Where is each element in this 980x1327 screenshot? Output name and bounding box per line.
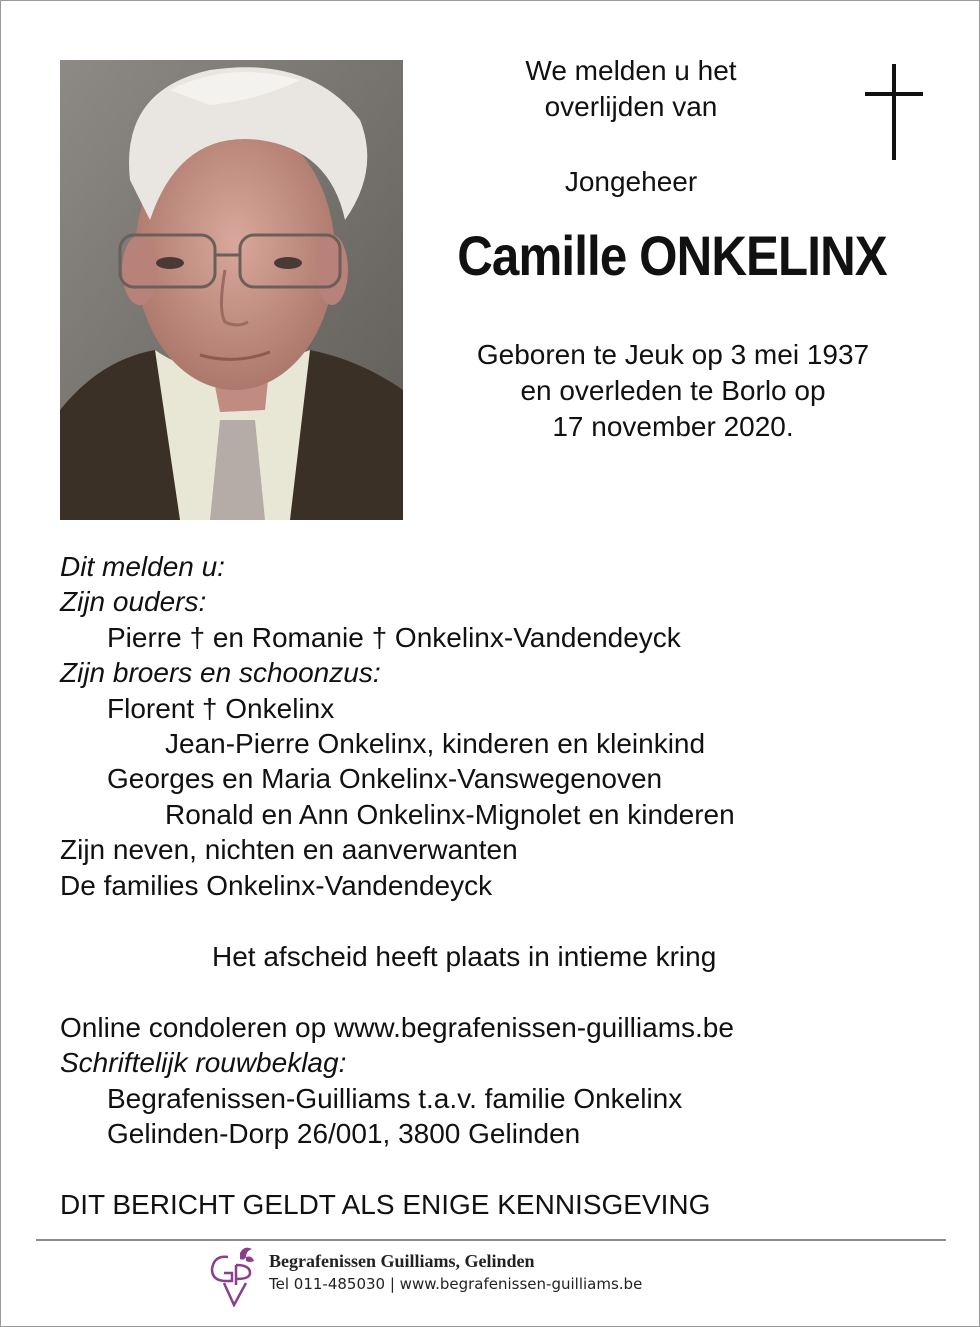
parents-names: Pierre † en Romanie † Onkelinx-Vandendeyck <box>107 622 681 653</box>
sibling-2: Georges en Maria Onkelinx-Vanswegenoven <box>107 763 663 794</box>
parents-heading: Zijn ouders: <box>60 586 207 617</box>
portrait-photo <box>60 60 403 520</box>
farewell-line: Het afscheid heeft plaats in intieme kring <box>212 941 717 972</box>
written-condolence-heading: Schriftelijk rouwbeklag: <box>60 1047 347 1078</box>
footer-divider <box>36 1239 946 1241</box>
cousins-line: Zijn neven, nichten en aanverwanten <box>60 834 518 865</box>
online-condolence-line: Online condoleren op www.begrafenissen-guilliams.be <box>60 1012 734 1043</box>
address-line-2: Gelinden-Dorp 26/001, 3800 Gelinden <box>107 1118 581 1149</box>
death-line: en overleden te Borlo op <box>520 375 826 406</box>
sibling-1-children: Jean-Pierre Onkelinx, kinderen en kleinkind <box>165 728 706 759</box>
address-line-1: Begrafenissen-Guilliams t.a.v. familie Onkelinx <box>107 1083 683 1114</box>
notice-line: DIT BERICHT GELDT ALS ENIGE KENNISGEVING <box>60 1189 711 1220</box>
death-date-line: 17 november 2020. <box>552 411 794 442</box>
siblings-heading: Zijn broers en schoonzus: <box>60 657 381 688</box>
families-line: De families Onkelinx-Vandendeyck <box>60 870 493 901</box>
announcement-line-1: We melden u het <box>525 55 737 86</box>
birth-line: Geboren te Jeuk op 3 mei 1937 <box>476 339 870 370</box>
deceased-name: Camille ONKELINX <box>457 224 887 287</box>
funeral-home-logo-icon <box>206 1245 260 1307</box>
funeral-home-name: Begrafenissen Guilliams, Gelinden <box>269 1251 535 1271</box>
announcement-line-2: overlijden van <box>544 91 718 122</box>
title-prefix: Jongeheer <box>564 166 698 197</box>
sibling-1: Florent † Onkelinx <box>107 693 335 724</box>
latin-cross-icon <box>865 64 923 160</box>
funeral-home-contact: Tel 011-485030 | www.begrafenissen-guilliams.be <box>269 1275 643 1293</box>
sibling-2-children: Ronald en Ann Onkelinx-Mignolet en kinderen <box>165 799 735 830</box>
family-intro: Dit melden u: <box>60 551 225 582</box>
